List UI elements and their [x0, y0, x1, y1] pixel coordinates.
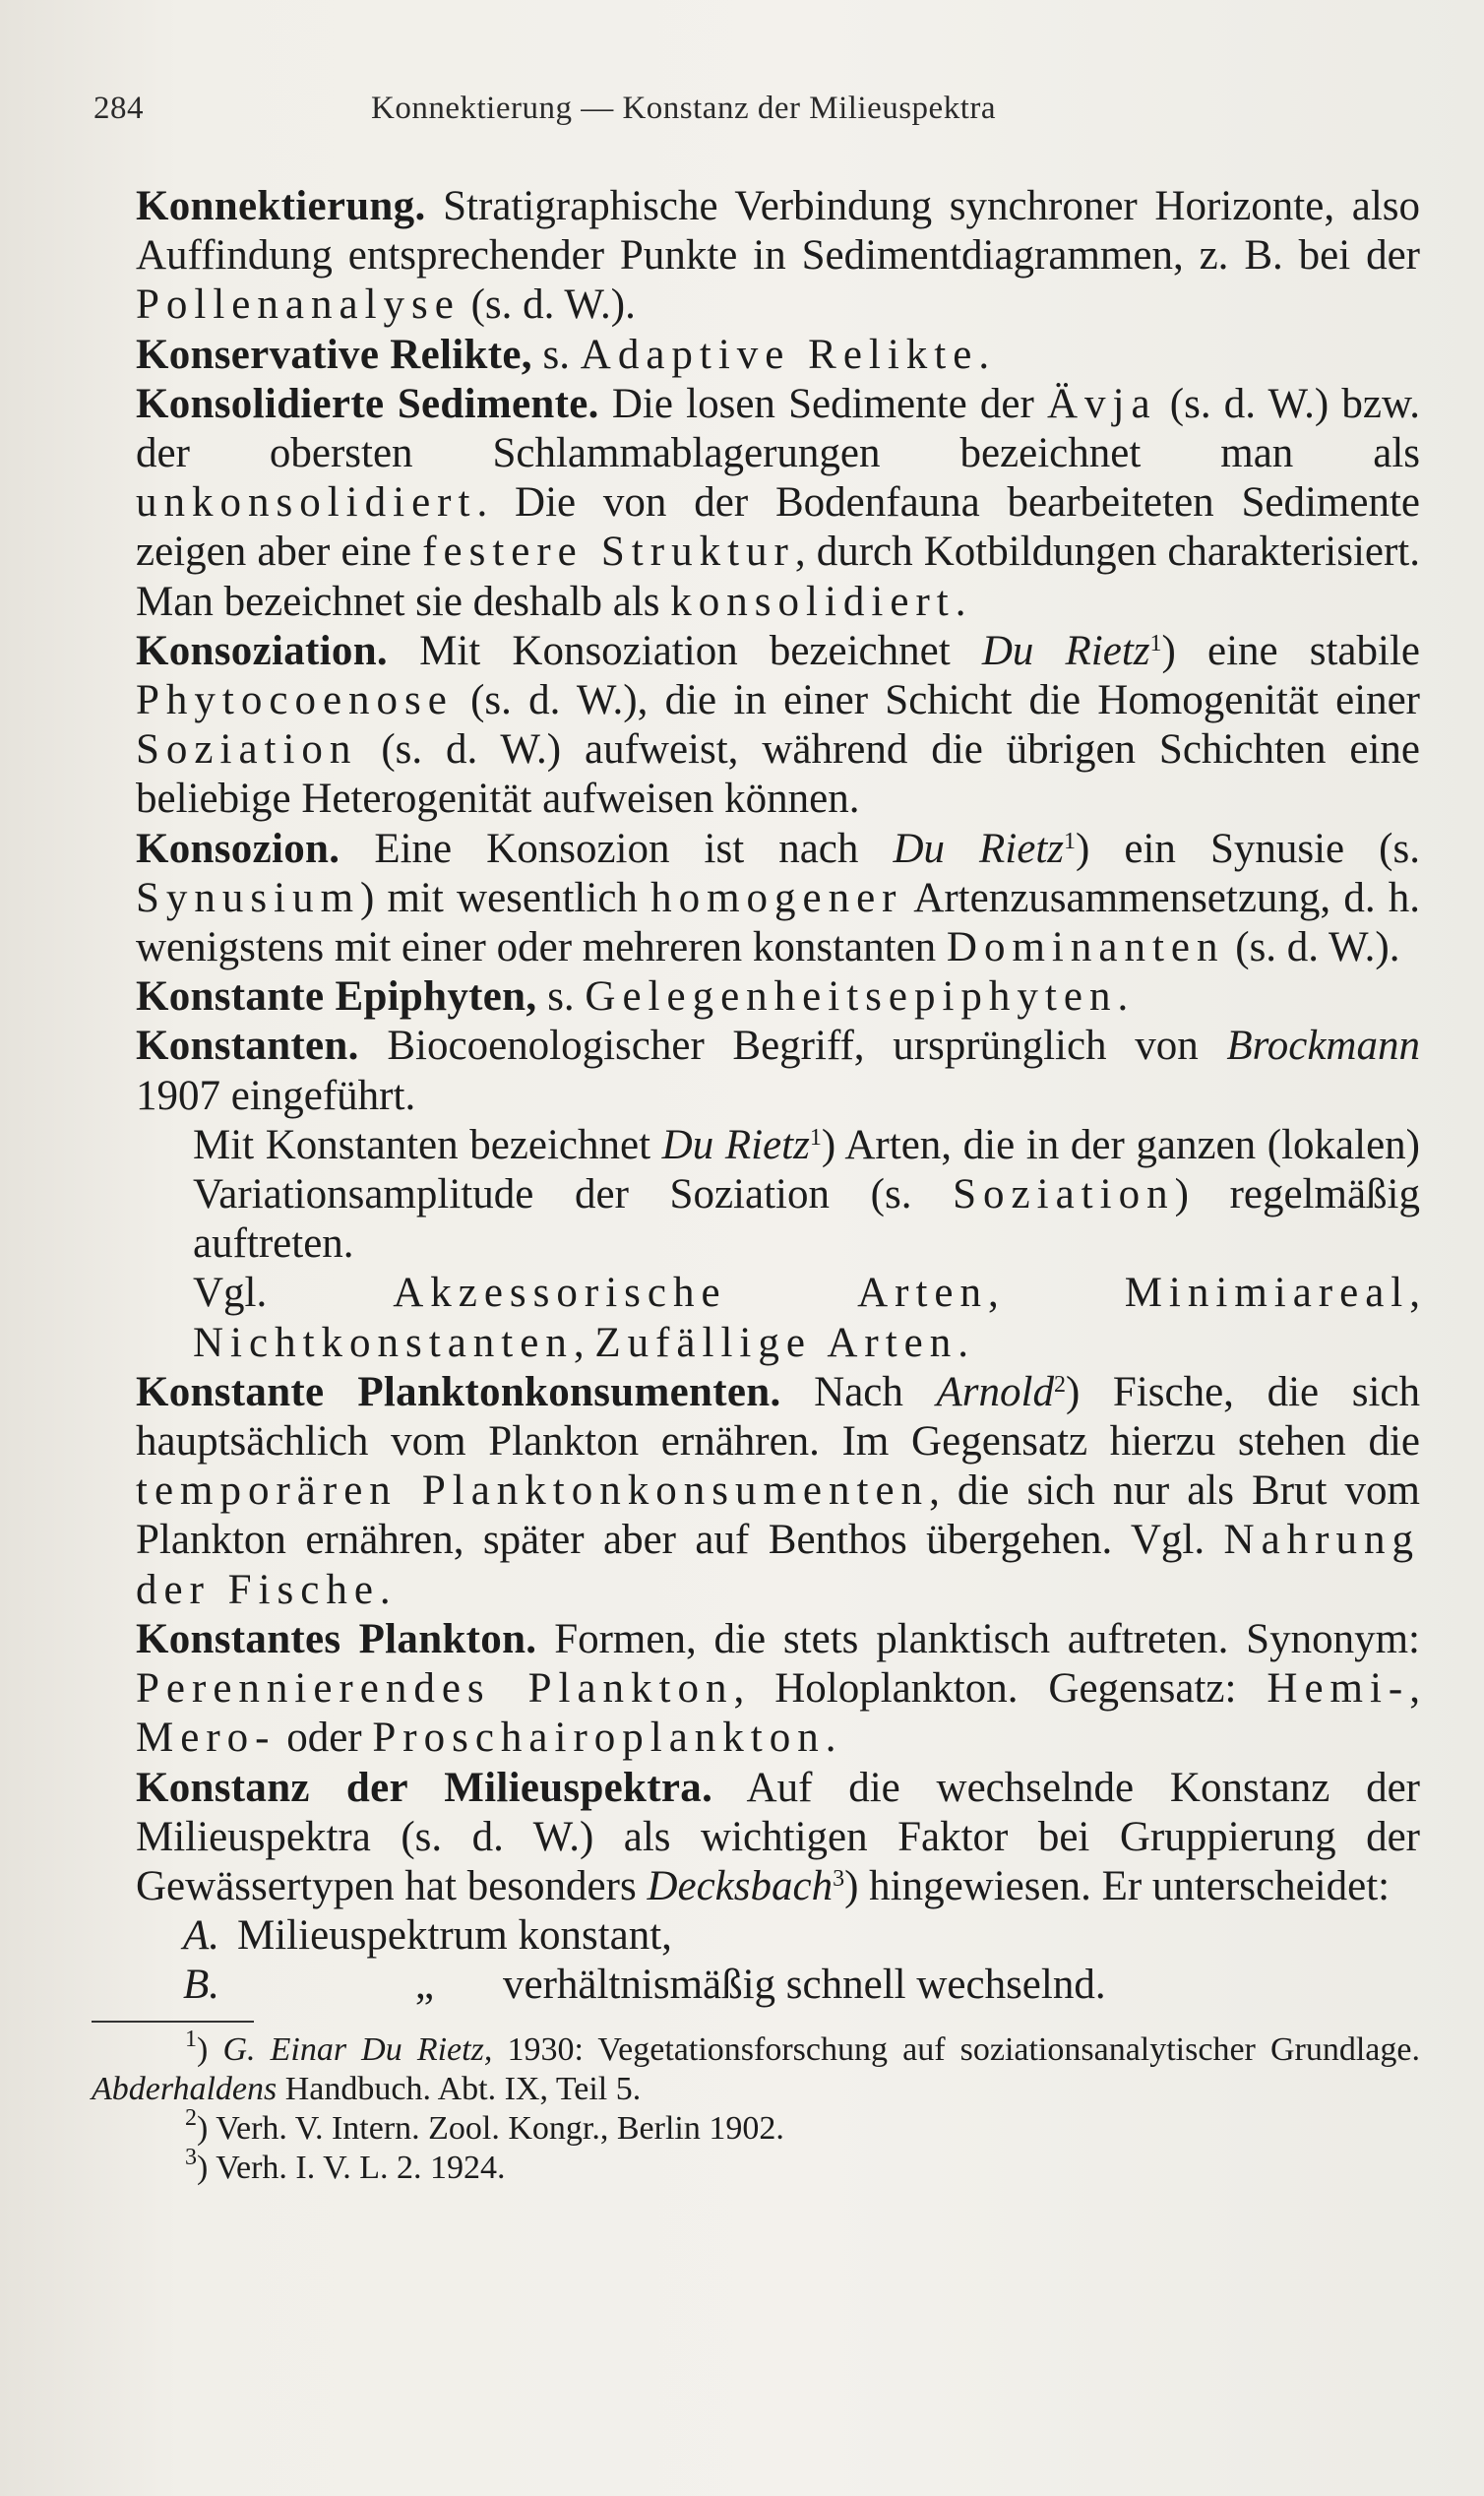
- spaced-term: Mero-: [136, 1715, 277, 1762]
- entry-konsolidierte-sedimente: [136, 380, 1420, 627]
- text: .: [955, 578, 966, 625]
- dictionary-text: [92, 182, 1421, 2188]
- page-number: 284: [93, 91, 144, 126]
- spaced-term: Ävja: [1046, 380, 1157, 427]
- author-name: Decksbach: [647, 1862, 834, 1909]
- spaced-term: homogener: [650, 874, 903, 921]
- text: ) ein Synusie (s.: [1076, 825, 1420, 872]
- text: ) Arten, die in der ganzen (lokalen) Variationsamplitude der Soziation (s.: [193, 1121, 1420, 1218]
- footnotes: [92, 2026, 1420, 2188]
- list-item: [183, 1961, 1420, 2010]
- footnote-ref: 3: [833, 1865, 845, 1892]
- milieuspektrum-list: [136, 1911, 1420, 2010]
- author-name: G. Einar Du Rietz,: [222, 2030, 493, 2068]
- text: , durch Kotbildungen charakterisiert. Man bezeichnet sie deshalb als: [136, 529, 1421, 625]
- text: 1930: Vegetationsforschung auf soziationsanalytischer Grundlage.: [492, 2030, 1420, 2068]
- text: .: [1117, 973, 1129, 1021]
- text: oder: [276, 1715, 373, 1762]
- text: , Holoplankton. Gegensatz:: [733, 1665, 1268, 1713]
- text: s.: [536, 973, 586, 1021]
- lemma: Konservative Relikte,: [136, 331, 532, 378]
- text: . Die von der Bodenfauna bearbeiteten Sedimente zeigen aber eine: [136, 479, 1420, 576]
- spaced-term: Zufällige Arten: [594, 1319, 958, 1366]
- lemma: Konsoziation.: [136, 627, 388, 674]
- spaced-term: Phytocoenose: [136, 677, 454, 724]
- text: , die sich nur als Brut vom Plankton ernähren, später aber auf Benthos übergehen. Vgl.: [136, 1467, 1421, 1564]
- publisher-name: Abderhaldens: [92, 2070, 278, 2107]
- footnote-rule: [92, 2021, 254, 2023]
- author-name: Brockmann: [1226, 1023, 1420, 1070]
- text: Eine Konsozion ist nach: [340, 825, 894, 872]
- text: Mit Konsoziation bezeichnet: [387, 627, 982, 674]
- text: .: [379, 1566, 391, 1613]
- spaced-term: Hemi-: [1267, 1665, 1410, 1713]
- spaced-term: Soziation: [136, 726, 358, 774]
- list-item: [183, 1911, 1420, 1961]
- entry-konstantes-plankton: [136, 1615, 1420, 1764]
- footnote-mark: 2: [185, 2104, 197, 2131]
- spaced-term: Proschairoplankton: [372, 1715, 826, 1762]
- list-text: verhältnismäßig schnell wechselnd.: [503, 1962, 1106, 2009]
- text: Artenzusammensetzung, d. h. wenigstens mit einer oder mehreren konstanten: [136, 874, 1420, 971]
- text: (s. d. W.), die in einer Schicht die Homogenität einer: [453, 677, 1420, 724]
- lemma: Konstante Epiphyten,: [136, 973, 537, 1021]
- lemma: Konnektierung.: [136, 183, 426, 229]
- footnote-1: [92, 2026, 1420, 2109]
- spaced-term: unkonsolidiert: [136, 479, 477, 527]
- text: (s. d. W.) aufweist, während die übrigen Schichten eine beliebige Heterogenität aufweisen können.: [136, 726, 1420, 823]
- author-name: Du Rietz: [981, 627, 1150, 674]
- text: .: [958, 1319, 968, 1366]
- entry-konstante-epiphyten: [136, 972, 1420, 1022]
- spaced-term: Dominanten: [946, 924, 1225, 971]
- list-label: B.: [183, 1962, 220, 2009]
- lemma: Konsozion.: [136, 825, 340, 872]
- text: (s. d. W.).: [460, 281, 636, 329]
- spaced-term: Soziation: [953, 1171, 1175, 1218]
- text: ) Verh. I. V. L. 2. 1924.: [197, 2149, 506, 2186]
- entry-konstanten: [136, 1022, 1420, 1120]
- entry-konnektierung: [136, 182, 1420, 331]
- footnote-2: [92, 2104, 1420, 2149]
- text: ) Verh. V. Intern. Zool. Kongr., Berlin 1902.: [197, 2109, 784, 2147]
- text: ) Fische, die sich hauptsächlich vom Plankton ernähren. Im Gegensatz hierzu stehen die: [136, 1368, 1420, 1466]
- text: ) hingewiesen. Er unterscheidet:: [844, 1862, 1391, 1909]
- footnote-mark: 3: [185, 2144, 197, 2170]
- text: Vgl.: [193, 1270, 394, 1317]
- spaced-term: Nichtkonstanten: [193, 1319, 574, 1366]
- text: Formen, die stets planktisch auftreten. Synonym:: [536, 1615, 1420, 1662]
- entry-konstanten-paragraph-2: [136, 1121, 1420, 1270]
- spaced-term: temporären Planktonkonsumenten: [136, 1467, 930, 1515]
- spaced-term: Pollenanalyse: [136, 281, 461, 329]
- text: Handbuch. Abt. IX, Teil 5.: [277, 2070, 642, 2107]
- text: Biocoenologischer Begriff, ursprünglich von: [358, 1023, 1227, 1070]
- spaced-term: konsolidiert: [670, 578, 956, 625]
- text: Stratigraphische Verbindung synchroner Horizonte, also Auffindung entsprechender Punkte in Sedimentdiagrammen, z. B. bei der: [136, 183, 1420, 280]
- text: Auf die wechselnde Konstanz der Milieuspektra (s. d. W.) als wichtigen Faktor bei Gruppierung der Gewässertypen hat besonders: [136, 1764, 1420, 1909]
- text: ) eine stabile: [1161, 627, 1420, 674]
- lemma: Konstante Planktonkonsumenten.: [136, 1368, 781, 1415]
- spaced-term: Gelegenheitsepiphyten: [585, 973, 1118, 1021]
- footnote-ref: 1: [809, 1124, 822, 1151]
- text: ,: [1409, 1270, 1420, 1317]
- footnote-ref: 2: [1053, 1371, 1066, 1398]
- text: ,: [988, 1270, 1125, 1317]
- author-name: Arnold: [936, 1368, 1054, 1415]
- entry-konsoziation: [136, 627, 1420, 825]
- spaced-term: festere Struktur: [422, 529, 795, 576]
- text: (s. d. W.) bzw. der obersten Schlammablagerungen bezeichnet man als: [136, 380, 1420, 477]
- lemma: Konstanten.: [136, 1023, 359, 1070]
- lemma: Konstanz der Milieuspektra.: [136, 1764, 713, 1811]
- spaced-term: Akzessorische Arten: [393, 1270, 989, 1317]
- text: .: [978, 331, 990, 378]
- text: ) regelmäßig auftreten.: [193, 1171, 1420, 1268]
- footnote-ref: 1: [1149, 630, 1162, 656]
- lemma: Konsolidierte Sedimente.: [136, 380, 599, 427]
- list-text: Milieuspektrum konstant,: [237, 1912, 672, 1960]
- list-label: A.: [183, 1912, 220, 1960]
- text: Die losen Sedimente der: [598, 380, 1047, 427]
- entry-konsozion: [136, 825, 1420, 973]
- footnote-ref: 1: [1064, 828, 1077, 854]
- lemma: Konstantes Plankton.: [136, 1615, 537, 1662]
- text: ): [197, 2030, 223, 2068]
- spaced-term: Adaptive Relikte: [580, 331, 979, 378]
- author-name: Du Rietz: [661, 1121, 810, 1168]
- text: (s. d. W.).: [1224, 924, 1400, 971]
- text: Mit Konstanten bezeichnet: [193, 1121, 662, 1168]
- spaced-term: Minimiareal: [1124, 1270, 1410, 1317]
- text: ,: [573, 1319, 595, 1366]
- entry-konstanz-der-milieuspektra: [136, 1764, 1420, 1912]
- entry-konstanten-paragraph-3: [136, 1269, 1420, 1367]
- ditto-mark: „: [414, 1962, 434, 2009]
- spaced-term: Perennierendes Plankton: [136, 1665, 734, 1713]
- text: Nach: [780, 1368, 937, 1415]
- entry-konstante-planktonkonsumenten: [136, 1368, 1420, 1615]
- text: ) mit wesentlich: [360, 874, 651, 921]
- footnote-3: [92, 2144, 1420, 2188]
- entry-konservative-relikte: [136, 331, 1420, 380]
- running-title: Konnektierung — Konstanz der Milieuspektra: [371, 91, 997, 126]
- text: 1907 eingeführt.: [136, 1072, 416, 1119]
- spaced-term: Synusium: [136, 874, 361, 921]
- text: s.: [531, 331, 581, 378]
- text: .: [825, 1715, 836, 1762]
- footnote-mark: 1: [185, 2026, 197, 2052]
- text: ,: [1409, 1665, 1420, 1713]
- spaced-term: Nahrung der Fische: [136, 1517, 1420, 1613]
- author-name: Du Rietz: [893, 825, 1065, 872]
